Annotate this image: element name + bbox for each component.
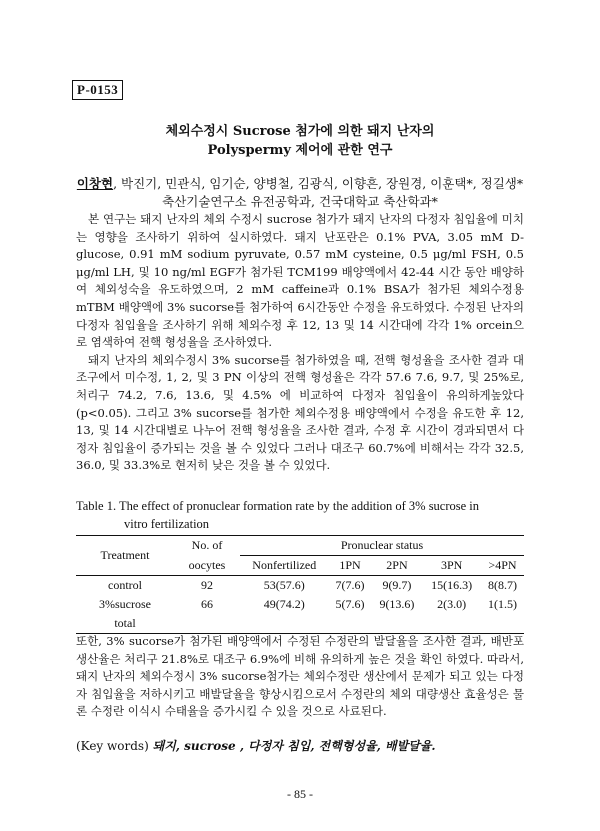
author-list [0,175,600,193]
header-oocytes: oocytes [174,556,240,576]
header-1pn: 1PN [329,556,372,576]
cell-oocytes: 66 [201,597,213,611]
table-row-total [76,614,524,634]
cell-1pn: 7(7.6) [335,578,365,592]
abstract-conclusion [76,633,524,721]
paragraph-methods: 본 연구는 돼지 난자의 체외 수정시 sucrose 첨가가 돼지 난자의 다정자 침입율에 미치는 영향을 조사하기 위하여 실시하였다. 돼지 난포란은 0.1% PVA, 3.05 mM D-glucose, 0.91 mM sodium pyruvate, 0.57 mM cysteine, 0.5 μg/ml FSH, 0.5 μg/ml LH, 및 10 ng/ml EGF가 첨가된 TCM199 배양액에서 42-44 시간 동안 배양하여 체외성숙을 유도하였으며, 2 mM caffeine과 0.1% BSA가 첨가된 체외수정용 mTBM 배양액에 3% sucorse를 첨가하여 6시간동안 수정을 유도하였다. 수정된 난자의 다정자 침입율을 조사하기 위해 체외수정 후 12, 13 및 14 시간대에 각각 1% orcein으로 염색하여 전핵 형성율을 조사하였다. [76,212,524,350]
cell-4pn: 8(8.7) [487,578,517,592]
header-4pn: >4PN [481,556,524,576]
keywords-label: (Key words) [76,739,149,753]
keywords-text: 돼지, sucrose , 다정자 침입, 전핵형성율, 배발달율. [152,739,436,753]
cell-3pn: 15(16.3) [431,578,473,592]
title-line-2: Polyspermy 제어에 관한 연구 [207,143,393,158]
header-2pn: 2PN [372,556,423,576]
header-pronuclear-status: Pronuclear status [240,536,524,556]
header-treatment: Treatment [76,536,174,576]
row-label: control [108,578,142,592]
abstract-id-box: P-0153 [72,80,123,100]
table-caption [76,497,528,533]
author-block [0,175,600,211]
abstract-body [76,211,524,475]
presenting-author: 이창현 [76,176,114,191]
affiliation: 축산기술연구소 유전공학과, 건국대학교 축산학과* [162,194,438,209]
title-line-1: 체외수정시 Sucrose 첨가에 의한 돼지 난자의 [165,124,435,139]
caption-line-2: vitro fertilization [124,517,210,531]
page-number: - 85 - [287,787,313,801]
header-nonfertilized: Nonfertilized [240,556,329,576]
cell-2pn: 9(9.7) [382,578,412,592]
row-label-total: total [76,614,174,634]
caption-line-1: Table 1. The effect of pronuclear formation rate by the addition of 3% sucrose in [76,499,480,513]
cell-4pn: 1(1.5) [487,597,517,611]
header-no-of: No. of [174,536,240,556]
header-3pn: 3PN [422,556,481,576]
co-authors: , 박진기, 민관식, 임기순, 양병철, 김광식, 이향흔, 장원경, 이훈택*, 정길생* [113,176,524,191]
results-table [76,535,524,634]
cell-nonfertilized: 49(74.2) [263,597,305,611]
table-row [76,595,524,614]
cell-1pn: 5(7.6) [335,597,365,611]
cell-nonfertilized: 53(57.6) [263,578,305,592]
row-label: 3%sucrose [99,597,151,611]
paper-title [0,122,600,160]
table-row [76,576,524,596]
paragraph-conclusion: 또한, 3% sucorse가 첨가된 배양액에서 수정된 수정란의 발달율을 조사한 결과, 배반포 생산율은 처리구 21.8%로 대조구 6.9%에 비해 유의하게 높은 것을 확인 하였다. 따라서, 돼지 난자의 체외수정시 3% sucorse첨가는 체외수정란 생산에서 문제가 되고 있는 다정자 침입율을 저하시키고 배발달율을 향상시킴으로서 수정란의 체외 대량생산 효율성은 물론 수정란 이식시 수태율을 증가시킬 수 있을 것으로 사료된다. [76,634,524,719]
cell-oocytes: 92 [201,578,213,592]
cell-2pn: 9(13.6) [379,597,415,611]
cell-3pn: 2(3.0) [437,597,467,611]
paragraph-results: 돼지 난자의 체외수정시 3% sucorse를 첨가하였을 때, 전핵 형성율을 조사한 결과 대조구에서 미수정, 1, 2, 및 3 PN 이상의 전핵 형성율은 각각 57.6 7.6, 9.7, 및 25%로, 처리구 74.2, 7.6, 13.6, 및 4.5% 에 비교하여 다정자 침입율이 유의하게높았다(p<0.05). 그리고 3% sucorse를 첨가한 체외수정용 배양액에서 수정을 유도한 후 12, 13, 및 14 시간대별로 나누어 전핵 형성율을 조사한 결과, 수정 후 시간이 경과되면서 다정자 침입율이 증가되는 것을 볼 수 있었다 그러나 대조구 60.7%에 비해서는 각각 32.5, 36.0, 및 33.3%로 현저히 낮은 것을 볼 수 있었다. [76,352,524,473]
keywords-line [76,737,436,754]
